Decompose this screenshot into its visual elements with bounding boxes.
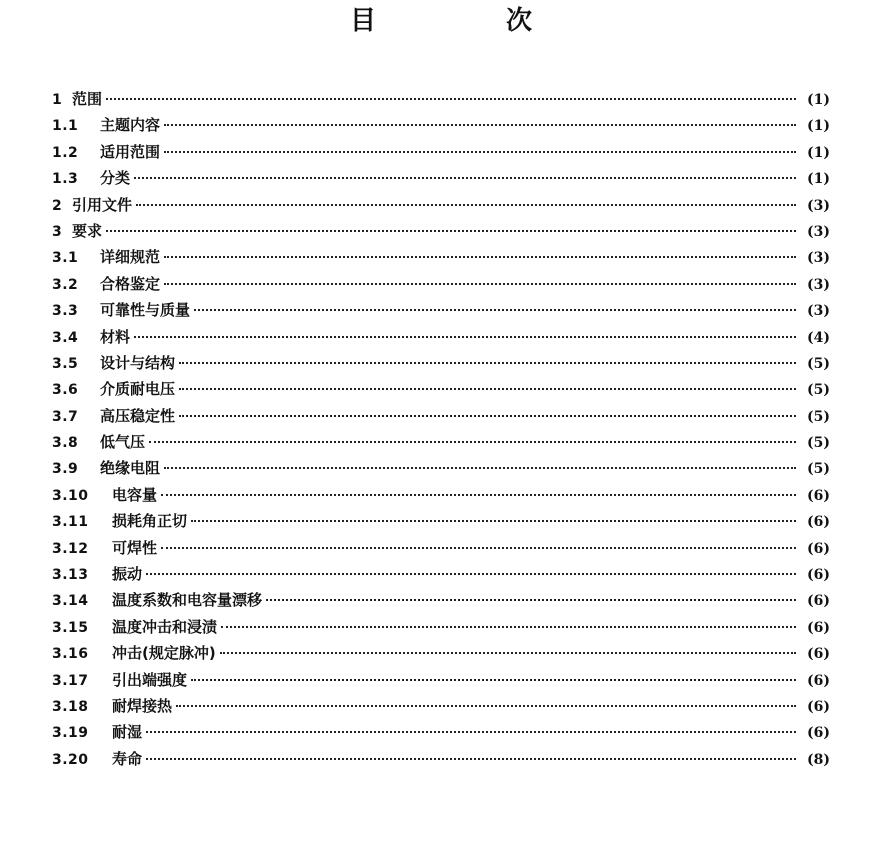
dot-leader xyxy=(191,677,796,681)
toc-entry-page: (1) xyxy=(807,171,830,188)
toc-entry[interactable] xyxy=(52,218,830,244)
toc-entry-title: 电容量 xyxy=(112,485,158,504)
toc-entry[interactable] xyxy=(52,429,830,455)
toc-entry-number: 3.11 xyxy=(52,514,89,531)
toc-entry[interactable] xyxy=(52,139,830,165)
toc-entry-page: (6) xyxy=(807,567,830,584)
toc-entry-title: 主题内容 xyxy=(100,116,161,135)
toc-entry-page: (6) xyxy=(807,672,830,689)
dot-leader xyxy=(149,439,796,443)
dot-leader xyxy=(164,122,796,126)
toc-entry-page: (6) xyxy=(807,698,830,715)
toc-entry[interactable] xyxy=(52,667,830,693)
toc-entry-title: 分类 xyxy=(100,169,131,188)
toc-entry-title: 详细规范 xyxy=(100,248,161,267)
toc-entry-number: 3.13 xyxy=(52,567,89,584)
toc-entry-title: 温度冲击和浸渍 xyxy=(112,617,218,636)
toc-entry[interactable] xyxy=(52,324,830,350)
dot-leader xyxy=(136,202,796,206)
toc-entry-page: (1) xyxy=(807,118,830,135)
dot-leader xyxy=(179,413,796,417)
dot-leader xyxy=(134,334,796,338)
toc-entry-title: 耐焊接热 xyxy=(112,696,173,715)
toc-entry[interactable] xyxy=(52,746,830,772)
toc-entry[interactable] xyxy=(52,165,830,191)
toc-entry-title: 介质耐电压 xyxy=(100,380,176,399)
toc-entry-number: 3.6 xyxy=(52,382,79,399)
toc-entry[interactable] xyxy=(52,350,830,376)
toc-entry-number: 3.5 xyxy=(52,355,79,372)
dot-leader xyxy=(164,254,796,258)
toc-entry-title: 耐湿 xyxy=(112,723,143,742)
toc-entry-page: (6) xyxy=(807,514,830,531)
toc-entry-title: 可焊性 xyxy=(112,538,158,557)
toc-entry-number: 3.4 xyxy=(52,329,79,346)
toc-entry[interactable] xyxy=(52,640,830,666)
toc-entry[interactable] xyxy=(52,376,830,402)
toc-entry-title: 寿命 xyxy=(112,749,143,768)
toc-entry-page: (6) xyxy=(807,619,830,636)
toc-entry-title: 高压稳定性 xyxy=(100,406,176,425)
toc-entry-title: 绝缘电阻 xyxy=(100,459,161,478)
toc-entry[interactable] xyxy=(52,561,830,587)
toc-entry-title: 适用范围 xyxy=(100,142,161,161)
toc-entry[interactable] xyxy=(52,693,830,719)
toc-entry-title: 可靠性与质量 xyxy=(100,301,191,320)
toc-entry-number: 3.2 xyxy=(52,276,79,293)
toc-entry[interactable] xyxy=(52,297,830,323)
dot-leader xyxy=(164,281,796,285)
toc-entry-page: (4) xyxy=(807,329,830,346)
toc-entry[interactable] xyxy=(52,535,830,561)
toc-entry-title: 引用文件 xyxy=(72,195,133,214)
toc-entry-page: (5) xyxy=(807,461,830,478)
toc-entry[interactable] xyxy=(52,403,830,429)
toc-entry-page: (5) xyxy=(807,382,830,399)
toc-entry[interactable] xyxy=(52,112,830,138)
dot-leader xyxy=(161,545,796,549)
toc-entry-title: 合格鉴定 xyxy=(100,274,161,293)
toc-entry-number: 3.16 xyxy=(52,646,89,663)
toc-entry-title: 低气压 xyxy=(100,433,146,452)
toc-entry-page: (5) xyxy=(807,355,830,372)
toc-entry-title: 材料 xyxy=(100,327,131,346)
table-of-contents xyxy=(52,86,830,772)
toc-entry[interactable] xyxy=(52,587,830,613)
toc-entry-number: 3.1 xyxy=(52,250,79,267)
toc-entry-title: 损耗角正切 xyxy=(112,512,188,531)
toc-entry-page: (3) xyxy=(807,197,830,214)
dot-leader xyxy=(146,729,796,733)
toc-entry-number: 3.15 xyxy=(52,619,89,636)
toc-entry-page: (1) xyxy=(807,144,830,161)
toc-entry[interactable] xyxy=(52,192,830,218)
toc-entry-page: (3) xyxy=(807,223,830,240)
toc-entry-page: (8) xyxy=(807,751,830,768)
toc-entry-page: (3) xyxy=(807,276,830,293)
toc-entry-number: 3.19 xyxy=(52,725,89,742)
toc-entry-number: 3.14 xyxy=(52,593,89,610)
toc-entry-number: 3.10 xyxy=(52,487,89,504)
dot-leader xyxy=(179,360,796,364)
toc-entry-number: 3.3 xyxy=(52,303,79,320)
dot-leader xyxy=(146,571,796,575)
toc-entry-page: (5) xyxy=(807,435,830,452)
dot-leader xyxy=(161,492,796,496)
toc-entry-number: 3.9 xyxy=(52,461,79,478)
dot-leader xyxy=(164,465,796,469)
toc-entry[interactable] xyxy=(52,271,830,297)
toc-entry-title: 温度系数和电容量漂移 xyxy=(112,591,263,610)
toc-entry-number: 3.12 xyxy=(52,540,89,557)
toc-entry-title: 振动 xyxy=(112,565,143,584)
toc-entry-title: 设计与结构 xyxy=(100,353,176,372)
toc-entry-title: 要求 xyxy=(72,221,103,240)
toc-entry[interactable] xyxy=(52,86,830,112)
toc-entry[interactable] xyxy=(52,244,830,270)
toc-entry-number: 3.20 xyxy=(52,751,89,768)
dot-leader xyxy=(221,624,796,628)
toc-entry[interactable] xyxy=(52,482,830,508)
toc-entry-number: 3.18 xyxy=(52,698,89,715)
toc-entry-page: (6) xyxy=(807,487,830,504)
toc-entry-page: (5) xyxy=(807,408,830,425)
dot-leader xyxy=(194,307,796,311)
toc-entry-page: (1) xyxy=(807,92,830,108)
dot-leader xyxy=(266,597,796,601)
toc-entry-number: 2 xyxy=(52,197,63,214)
dot-leader xyxy=(164,149,796,153)
dot-leader xyxy=(220,650,796,654)
toc-entry[interactable] xyxy=(52,719,830,745)
toc-entry-number: 1 xyxy=(52,92,63,108)
toc-entry-number: 1.3 xyxy=(52,171,79,188)
dot-leader xyxy=(176,703,796,707)
toc-entry-number: 3.17 xyxy=(52,672,89,689)
dot-leader xyxy=(106,96,796,100)
toc-entry-page: (6) xyxy=(807,646,830,663)
toc-entry-number: 3.7 xyxy=(52,408,79,425)
toc-entry-number: 1.2 xyxy=(52,144,79,161)
toc-entry-number: 3 xyxy=(52,223,63,240)
toc-entry-page: (3) xyxy=(807,250,830,267)
dot-leader xyxy=(134,175,796,179)
toc-entry[interactable] xyxy=(52,508,830,534)
dot-leader xyxy=(191,518,796,522)
page-title: 目 次 xyxy=(349,6,584,36)
toc-entry-title: 引出端强度 xyxy=(112,670,188,689)
dot-leader xyxy=(146,756,796,760)
toc-entry-page: (6) xyxy=(807,540,830,557)
dot-leader xyxy=(179,386,796,390)
toc-entry-title: 范围 xyxy=(72,90,103,108)
toc-entry[interactable] xyxy=(52,614,830,640)
toc-entry-page: (3) xyxy=(807,303,830,320)
dot-leader xyxy=(106,228,796,232)
toc-entry-number: 1.1 xyxy=(52,118,79,135)
toc-entry-page: (6) xyxy=(807,593,830,610)
toc-entry[interactable] xyxy=(52,455,830,481)
toc-entry-page: (6) xyxy=(807,725,830,742)
toc-entry-number: 3.8 xyxy=(52,435,79,452)
toc-entry-title: 冲击(规定脉冲) xyxy=(112,644,216,663)
